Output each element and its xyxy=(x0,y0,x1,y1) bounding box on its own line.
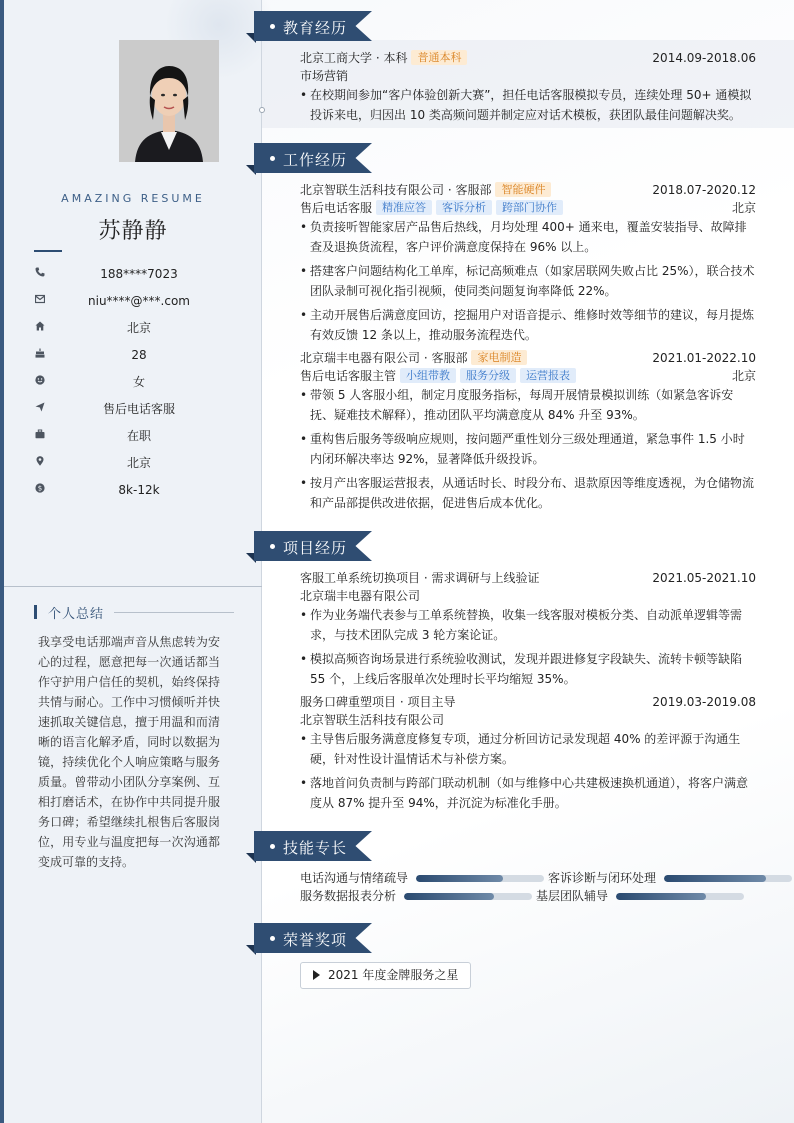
hometown: 北京 xyxy=(126,321,151,335)
job-skill-tag: 精准应答 xyxy=(376,200,432,215)
bullet-text: 搭建客户问题结构化工单库，标记高频难点（如家居联网失败占比 25%），联合技术团队录制可视化指引视频，使同类问题复询率降低 22%。 xyxy=(310,264,755,298)
bullet-text: 在校期间参加“客户体验创新大赛”，担任电话客服模拟专员，连续处理 50+ 通模拟投诉来电，归因出 10 类高频问题并制定应对话术模板，获团队最佳问题解决奖。 xyxy=(310,88,752,122)
bullet-text: 按月产出客服运营报表，从通话时长、时段分布、退款原因等维度透视，为仓储物流和产品部提供改进依据，促进售后成本优化。 xyxy=(310,476,755,510)
job-title: 售后电话客服主管 xyxy=(300,369,397,383)
skill-level-fill xyxy=(664,875,766,882)
job-1-bullet xyxy=(300,261,756,301)
summary-title: 个人总结 xyxy=(48,607,105,622)
section-title: 技能专长 xyxy=(283,839,348,857)
gender: 女 xyxy=(132,375,145,389)
skill-level-fill xyxy=(616,893,706,900)
job-2-header xyxy=(300,349,756,367)
mail-icon xyxy=(34,294,46,306)
ribbon-dot xyxy=(270,24,275,29)
job-skill-tag: 跨部门协作 xyxy=(496,200,563,215)
resume-tagline: AMAZING RESUME xyxy=(61,192,205,205)
education-school: 北京工商大学 · 本科 xyxy=(300,51,408,65)
skill-item xyxy=(300,870,536,886)
education-header xyxy=(300,49,756,67)
info-salary xyxy=(34,482,234,498)
info-target-role xyxy=(34,401,234,417)
target-role: 售后电话客服 xyxy=(102,402,175,416)
job-city: 北京 xyxy=(731,369,756,383)
skill-name: 电话沟通与情绪疏导 xyxy=(300,871,409,885)
ribbon-dot xyxy=(270,936,275,941)
job-company: 北京智联生活科技有限公司 · 客服部 xyxy=(300,183,492,197)
bullet-text: 负责接听智能家居产品售后热线，月均处理 400+ 通来电，覆盖安装指导、故障排查及退换货流程，客户评价满意度保持在 96% 以上。 xyxy=(310,220,747,254)
section-header-work xyxy=(254,143,372,173)
bullet-text: 模拟高频咨询场景进行系统验收测试，发现并跟进修复字段缺失、流转卡顿等缺陷 55 个，上线后客服单次处理时长平均缩短 35%。 xyxy=(310,652,743,686)
bullet-text: 主导售后服务满意度修复专项，通过分析回访记录发现超 40% 的差评源于沟通生硬，针对性设计温情话术与补偿方案。 xyxy=(310,732,741,766)
job-skill-tag: 运营报表 xyxy=(520,368,576,383)
section-header-skills xyxy=(254,831,372,861)
job-period: 2021.01-2022.10 xyxy=(652,351,756,365)
job-skill-tag: 服务分级 xyxy=(460,368,516,383)
ribbon-dot xyxy=(270,156,275,161)
bullet-dot: • xyxy=(300,88,308,102)
job-company: 北京瑞丰电器有限公司 · 客服部 xyxy=(300,351,468,365)
summary-heading-bar xyxy=(34,605,37,619)
job-skill-tag: 客诉分析 xyxy=(436,200,492,215)
ribbon-dot xyxy=(270,544,275,549)
bullet-dot: • xyxy=(300,220,308,234)
skill-level-bar xyxy=(664,875,792,882)
job-2-bullet xyxy=(300,385,756,425)
skill-level-fill xyxy=(416,875,503,882)
project-org: 北京智联生活科技有限公司 xyxy=(300,713,445,727)
project-name: 服务口碑重塑项目 · 项目主导 xyxy=(300,695,456,709)
bullet-text: 主动开展售后满意度回访，挖掘用户对语音提示、维修时效等细节的建议，每月提炼有效反馈 12 条以上，推动服务流程迭代。 xyxy=(310,308,755,342)
skill-item xyxy=(536,888,744,904)
bullet-dot: • xyxy=(300,476,308,490)
skill-item xyxy=(548,870,792,886)
skill-item xyxy=(300,888,532,904)
bullet-text: 带领 5 人客服小组，制定月度服务指标，每周开展情景模拟训练（如紧急客诉安抚、疑难技术解释），推动团队平均满意度从 84% 升至 93%。 xyxy=(310,388,734,422)
bullet-dot: • xyxy=(300,388,308,402)
sidebar xyxy=(4,0,262,1123)
bullet-text: 重构售后服务等级响应规则，按问题严重性划分三级处理通道，紧急事件 1.5 小时内闭环解决率达 92%，显著降低升级投诉。 xyxy=(310,432,745,466)
timeline-node xyxy=(259,107,265,113)
honor-item xyxy=(300,962,471,989)
job-2-bullet xyxy=(300,473,756,513)
project-org: 北京瑞丰电器有限公司 xyxy=(300,589,421,603)
section-title: 教育经历 xyxy=(283,19,348,37)
name-underline xyxy=(34,250,62,252)
education-major-row xyxy=(300,67,756,85)
section-header-education xyxy=(254,11,372,41)
info-status xyxy=(34,428,234,444)
skill-name: 服务数据报表分析 xyxy=(300,889,397,903)
section-title: 工作经历 xyxy=(283,151,348,169)
project-period: 2021.05-2021.10 xyxy=(652,571,756,585)
dollar-coin-icon xyxy=(34,483,46,495)
job-1-title-row xyxy=(300,199,756,217)
job-city: 北京 xyxy=(731,201,756,215)
bullet-text: 落地首问负责制与跨部门联动机制（如与维修中心共建极速换机通道），将客户满意度从 87% 提升至 94%，并沉淀为标准化手册。 xyxy=(310,776,749,810)
job-skill-tag: 小组带教 xyxy=(400,368,456,383)
bullet-dot: • xyxy=(300,608,308,622)
email-address: niu****@***.com xyxy=(88,294,190,308)
job-title: 售后电话客服 xyxy=(300,201,373,215)
job-2-bullet xyxy=(300,429,756,469)
skill-level-bar xyxy=(416,875,544,882)
skill-level-fill xyxy=(404,893,494,900)
job-2-title-row xyxy=(300,367,756,385)
info-target-city xyxy=(34,455,234,471)
target-city: 北京 xyxy=(126,456,151,470)
expected-salary: 8k-12k xyxy=(118,483,160,497)
project-1-bullet xyxy=(300,605,756,645)
skill-level-bar xyxy=(616,893,744,900)
left-accent-bar xyxy=(0,0,4,1123)
bullet-dot: • xyxy=(300,432,308,446)
ribbon-dot xyxy=(270,844,275,849)
bullet-dot: • xyxy=(300,776,308,790)
job-industry-tag: 智能硬件 xyxy=(495,182,551,197)
info-age xyxy=(34,347,234,363)
project-2-header xyxy=(300,693,756,711)
phone-number: 188****7023 xyxy=(100,267,178,281)
section-header-honors xyxy=(254,923,372,953)
bullet-dot: • xyxy=(300,652,308,666)
project-2-org-row xyxy=(300,711,756,729)
honor-text: 2021 年度金牌服务之星 xyxy=(328,968,459,982)
skill-name: 基层团队辅导 xyxy=(536,889,609,903)
bullet-text: 作为业务端代表参与工单系统替换，收集一线客服对模板分类、自动派单逻辑等需求，与技术团队完成 3 轮方案论证。 xyxy=(310,608,743,642)
triangle-bullet-icon xyxy=(313,970,320,980)
employment-status: 在职 xyxy=(126,429,151,443)
project-1-org-row xyxy=(300,587,756,605)
age: 28 xyxy=(131,348,147,362)
info-phone xyxy=(34,266,234,282)
project-2-bullet xyxy=(300,729,756,769)
sidebar-divider xyxy=(4,586,262,587)
project-period: 2019.03-2019.08 xyxy=(652,695,756,709)
info-email xyxy=(34,293,234,309)
job-1-bullet xyxy=(300,305,756,345)
project-1-bullet xyxy=(300,649,756,689)
project-name: 客服工单系统切换项目 · 需求调研与上线验证 xyxy=(300,571,540,585)
education-bullet xyxy=(300,85,756,125)
info-gender xyxy=(34,374,234,390)
bullet-dot: • xyxy=(300,732,308,746)
home-icon xyxy=(34,321,46,333)
project-2-bullet xyxy=(300,773,756,813)
info-hometown xyxy=(34,320,234,336)
education-tag: 普通本科 xyxy=(411,50,467,65)
cake-icon xyxy=(34,348,46,360)
phone-icon xyxy=(34,267,46,279)
summary-heading-line xyxy=(114,612,234,613)
profile-photo xyxy=(119,40,219,162)
summary-text: 我享受电话那端声音从焦虑转为安心的过程，愿意把每一次通话都当作守护用户信任的契机，始终保持共情与耐心。工作中习惯倾听并快速抓取关键信息，擅于用温和而清晰的语言化解矛盾，同时以数据为镜，持续优化个人响应策略与服务质量。曾带动小团队分享案例、互相打磨话术，在协作中共同提升服务口碑；希望继续扎根售后客服岗位，用专业与温度把每一次沟通都变成可靠的支持。 xyxy=(38,635,220,869)
job-period: 2018.07-2020.12 xyxy=(652,183,756,197)
candidate-name: 苏静静 xyxy=(98,219,168,244)
svg-text:$: $ xyxy=(37,484,43,493)
section-header-projects xyxy=(254,531,372,561)
skill-name: 客诉诊断与闭环处理 xyxy=(548,871,657,885)
location-pin-icon xyxy=(34,456,46,468)
job-1-header xyxy=(300,181,756,199)
bullet-dot: • xyxy=(300,308,308,322)
section-title: 项目经历 xyxy=(283,539,348,557)
education-major: 市场营销 xyxy=(300,69,349,83)
skill-level-bar xyxy=(404,893,532,900)
paper-plane-icon xyxy=(34,402,46,414)
bullet-dot: • xyxy=(300,264,308,278)
section-title: 荣誉奖项 xyxy=(283,931,348,949)
project-1-header xyxy=(300,569,756,587)
smile-icon xyxy=(34,375,46,387)
summary-heading xyxy=(34,603,244,621)
job-1-bullet xyxy=(300,217,756,257)
job-industry-tag: 家电制造 xyxy=(471,350,527,365)
education-period: 2014.09-2018.06 xyxy=(652,51,756,65)
briefcase-icon xyxy=(34,429,46,441)
